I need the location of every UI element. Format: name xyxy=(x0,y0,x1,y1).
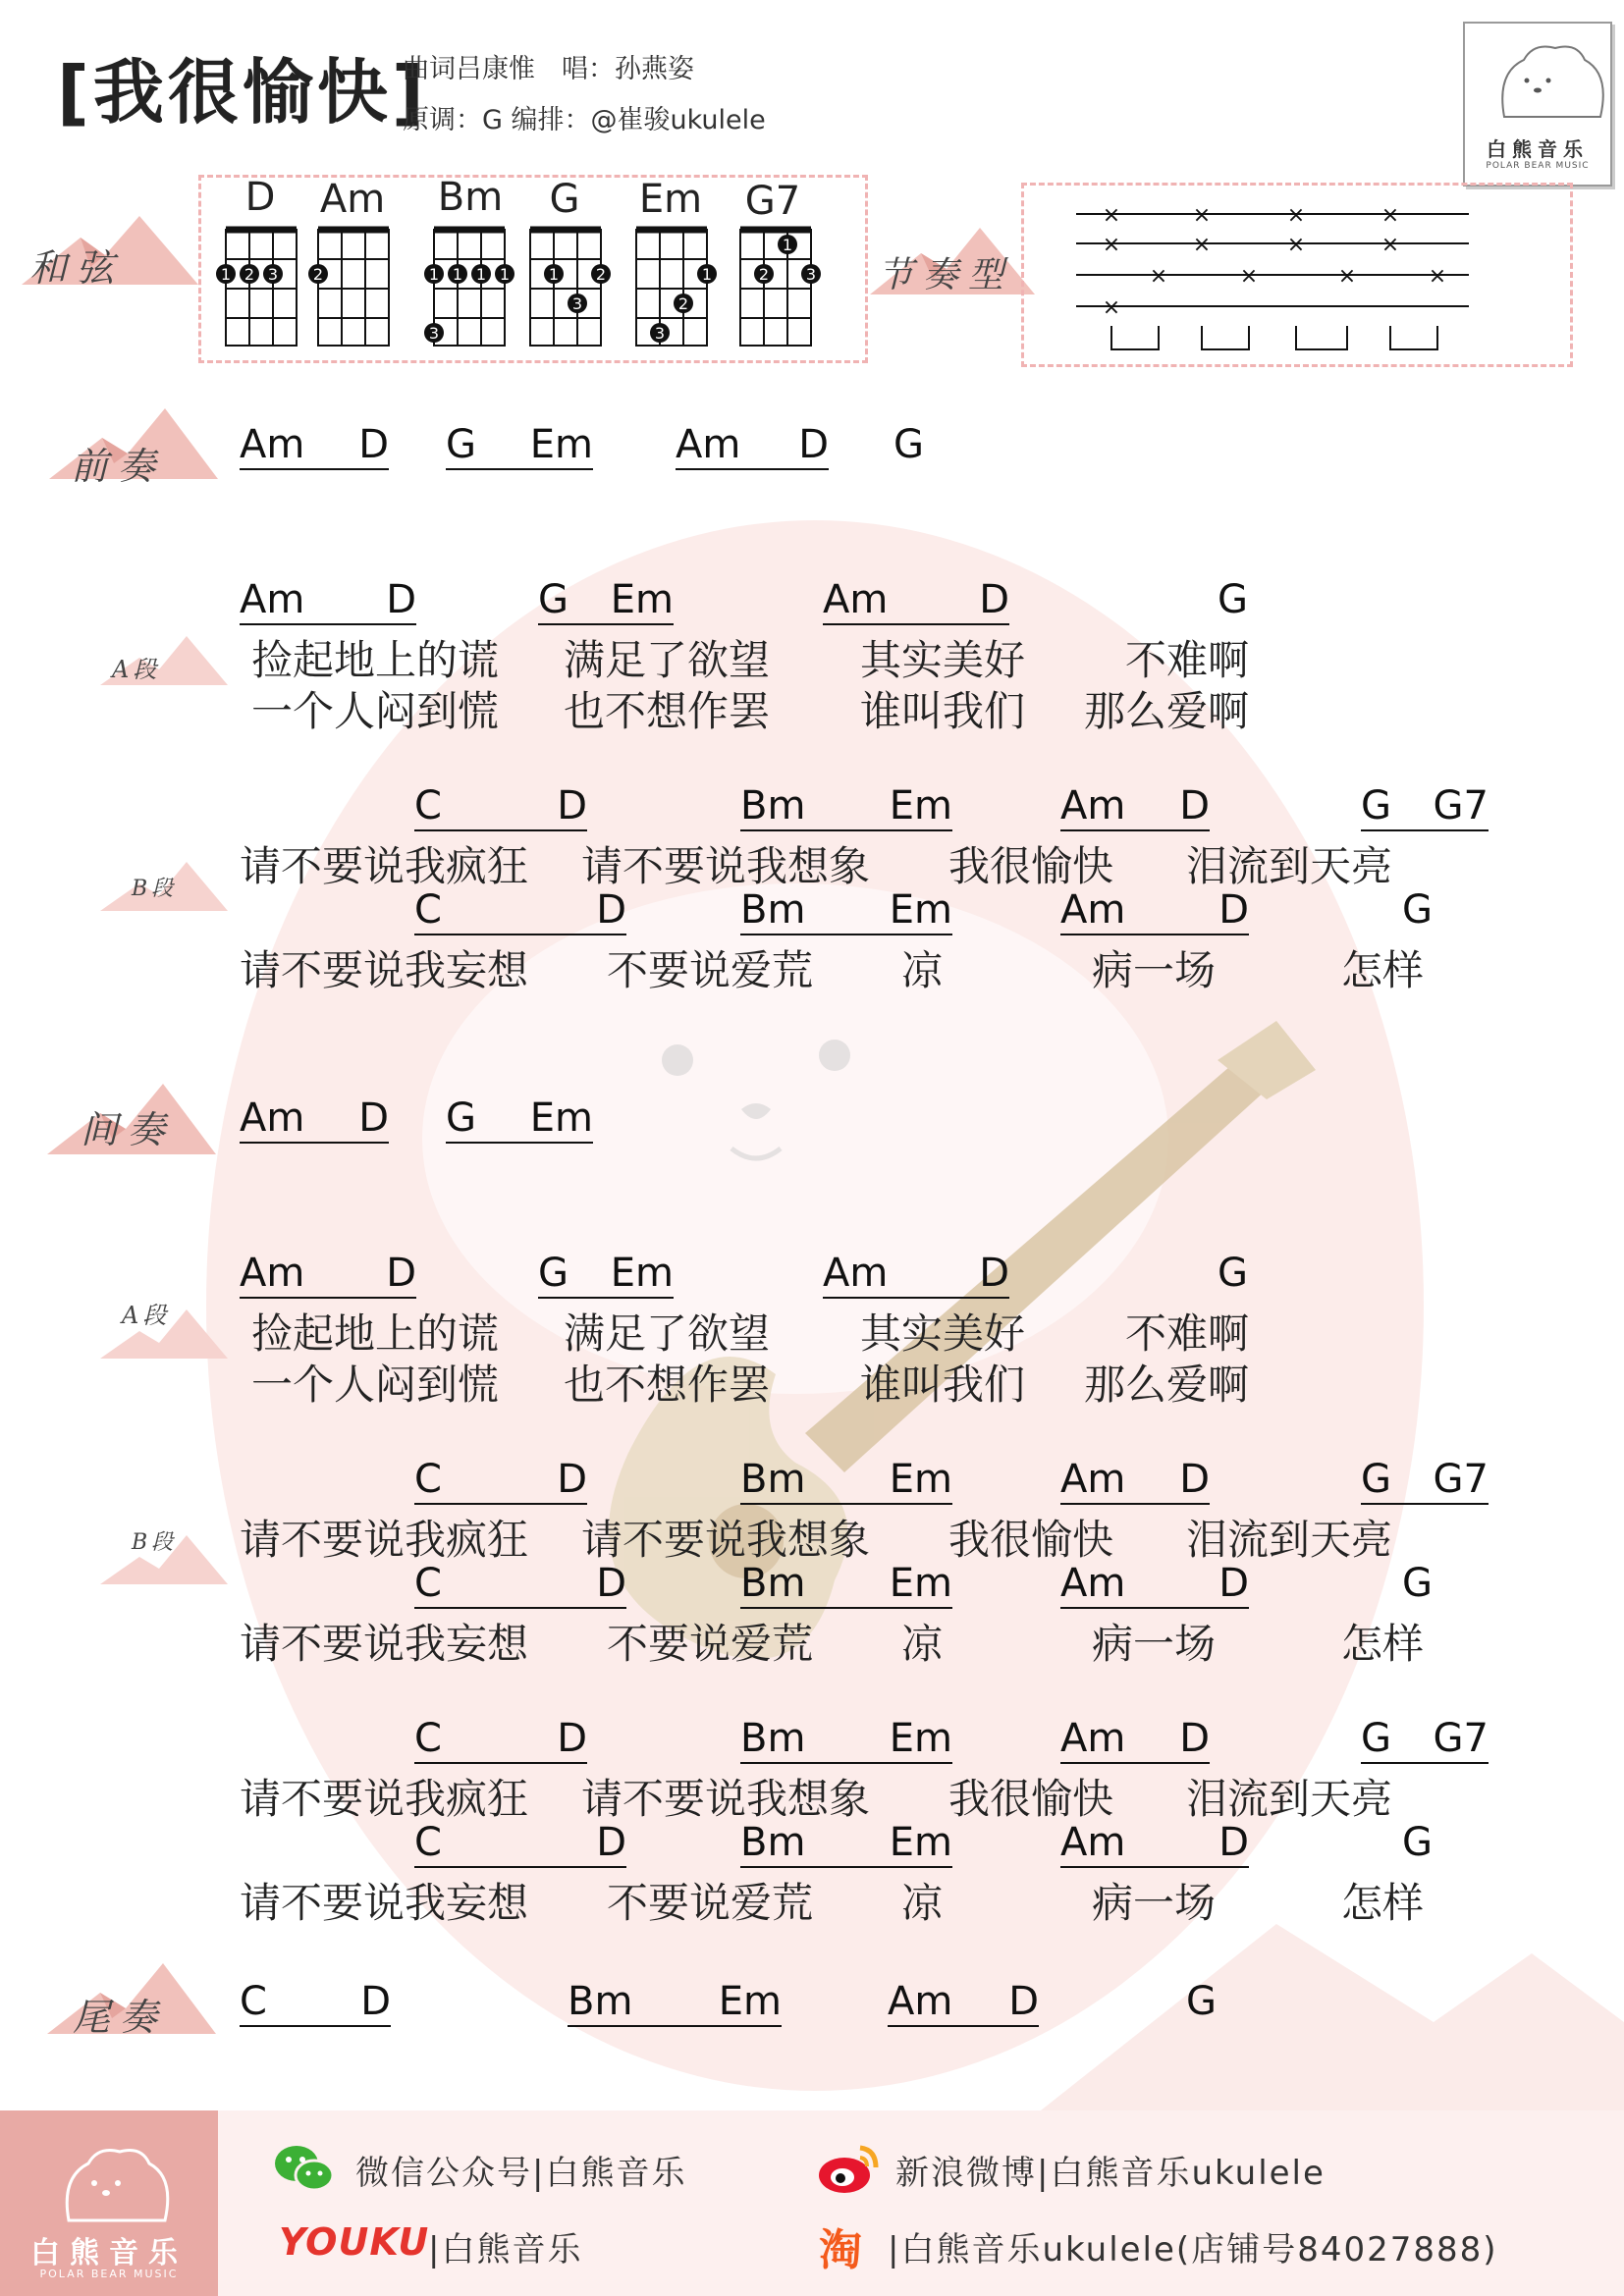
polar-bear-icon xyxy=(1465,24,1610,132)
chord: Am D xyxy=(676,422,829,470)
svg-text:×: × xyxy=(1192,233,1212,257)
lyric: 凉 xyxy=(901,946,944,994)
chord-name-D: D xyxy=(244,175,276,220)
chord: Bm Em xyxy=(740,1561,952,1609)
svg-text:1: 1 xyxy=(220,265,232,284)
section-tag-intro: 前奏 xyxy=(41,402,238,491)
lyric: 怎样 xyxy=(1341,946,1425,994)
svg-text:3: 3 xyxy=(571,294,583,313)
lyric: 捡起地上的谎 xyxy=(251,636,500,684)
svg-text:×: × xyxy=(1102,295,1121,320)
svg-text:3: 3 xyxy=(428,324,440,343)
svg-text:3: 3 xyxy=(805,265,817,284)
lyric: 满足了欲望 xyxy=(564,636,771,684)
lyric: 凉 xyxy=(901,1879,944,1927)
lyric: 谁叫我们 xyxy=(860,1361,1026,1409)
chord-name-G7: G7 xyxy=(744,179,801,224)
lyric: 请不要说我妄想 xyxy=(240,1620,529,1668)
chord: G xyxy=(1186,1979,1217,2024)
lyric: 请不要说我想象 xyxy=(581,1775,871,1823)
lyric: 请不要说我妄想 xyxy=(240,1879,529,1927)
chord-name-Am: Am xyxy=(319,177,386,222)
svg-text:3: 3 xyxy=(267,265,279,284)
lyric: 病一场 xyxy=(1092,1879,1217,1927)
svg-text:×: × xyxy=(1192,203,1212,228)
chord: G xyxy=(1218,577,1248,622)
footer-logo-cn: 白熊音乐 xyxy=(30,2236,188,2270)
svg-text:1: 1 xyxy=(548,265,560,284)
taobao-shop[interactable]: |白熊音乐ukulele(店铺号84027888) xyxy=(888,2230,1498,2269)
lyric: 泪流到天亮 xyxy=(1186,1775,1393,1823)
chord: Am D xyxy=(1060,783,1210,831)
svg-text:2: 2 xyxy=(595,265,607,284)
chord: Bm Em xyxy=(740,887,952,935)
chord-diagrams xyxy=(198,175,862,357)
lyric: 不要说爱荒 xyxy=(607,946,814,994)
svg-text:×: × xyxy=(1286,203,1306,228)
svg-text:×: × xyxy=(1102,233,1121,257)
chord: Am D xyxy=(1060,1457,1210,1505)
svg-text:1: 1 xyxy=(452,265,463,284)
chord: C D xyxy=(414,1716,587,1764)
lyric: 不要说爱荒 xyxy=(607,1620,814,1668)
lyric: 那么爱啊 xyxy=(1084,687,1250,735)
chord: C D xyxy=(414,1457,587,1505)
polar-bear-icon xyxy=(0,2110,218,2228)
section-tag-outro: 尾奏 xyxy=(39,1957,236,2046)
youku-account[interactable]: |白熊音乐 xyxy=(428,2230,583,2269)
chord: C D xyxy=(240,1979,391,2027)
chord: Am D xyxy=(1060,887,1249,935)
credits: 曲词吕康惟 唱：孙燕姿 xyxy=(403,54,694,84)
taobao-icon: 淘 xyxy=(819,2225,862,2275)
weibo-icon xyxy=(817,2140,882,2197)
chord: Am D xyxy=(1060,1561,1249,1609)
chord: G xyxy=(1218,1251,1248,1296)
section-tag-chords: 和弦 xyxy=(12,208,208,296)
svg-text:2: 2 xyxy=(244,265,255,284)
chord: C D xyxy=(414,887,626,935)
lyric: 请不要说我想象 xyxy=(581,842,871,890)
section-tag-verse-a-2: A段 xyxy=(61,1280,257,1368)
svg-text:1: 1 xyxy=(475,265,487,284)
lyric: 谁叫我们 xyxy=(860,687,1026,735)
chord: C D xyxy=(414,783,587,831)
chord: Am D xyxy=(240,1095,389,1144)
svg-text:1: 1 xyxy=(701,265,713,284)
weibo-account[interactable]: 新浪微博|白熊音乐ukulele xyxy=(895,2154,1326,2193)
svg-text:×: × xyxy=(1380,203,1400,228)
chord: Am D xyxy=(240,1251,416,1299)
chord: C D xyxy=(414,1820,626,1868)
chord: Bm Em xyxy=(568,1979,782,2027)
svg-text:×: × xyxy=(1380,233,1400,257)
chord: G Em xyxy=(538,577,674,625)
chord: Am D xyxy=(1060,1716,1210,1764)
chord: Bm Em xyxy=(740,1457,952,1505)
youku-logo: YOUKU xyxy=(279,2220,430,2264)
chord: Bm Em xyxy=(740,1716,952,1764)
svg-text:2: 2 xyxy=(677,294,689,313)
logo-en: POLAR BEAR MUSIC xyxy=(1486,161,1590,171)
lyric: 请不要说我妄想 xyxy=(240,946,529,994)
section-tag-rhythm: 节奏型 xyxy=(862,218,1058,306)
lyric: 不难啊 xyxy=(1125,1309,1250,1358)
logo-cn: 白熊音乐 xyxy=(1487,137,1589,161)
lyric: 请不要说我想象 xyxy=(581,1516,871,1564)
lyric: 我很愉快 xyxy=(948,842,1114,890)
svg-text:1: 1 xyxy=(428,265,440,284)
chord: G G7 xyxy=(1361,783,1489,831)
lyric: 请不要说我疯狂 xyxy=(240,1775,529,1823)
lyric: 我很愉快 xyxy=(948,1775,1114,1823)
svg-text:3: 3 xyxy=(654,324,666,343)
lyric: 那么爱啊 xyxy=(1084,1361,1250,1409)
svg-text:1: 1 xyxy=(782,236,793,254)
lyric: 凉 xyxy=(901,1620,944,1668)
chord-name-Bm: Bm xyxy=(437,175,504,220)
chord: Bm Em xyxy=(740,783,952,831)
lyric: 怎样 xyxy=(1341,1620,1425,1668)
chord: G Em xyxy=(446,1095,593,1144)
lyric: 病一场 xyxy=(1092,946,1217,994)
footer-logo-en: POLAR BEAR MUSIC xyxy=(39,2268,179,2280)
lyric: 捡起地上的谎 xyxy=(251,1309,500,1358)
lyric: 满足了欲望 xyxy=(564,1309,771,1358)
lyric: 其实美好 xyxy=(860,1309,1026,1358)
svg-text:2: 2 xyxy=(758,265,770,284)
lyric: 一个人闷到慌 xyxy=(251,687,500,735)
lyric: 请不要说我疯狂 xyxy=(240,842,529,890)
chord: G xyxy=(1402,1561,1433,1606)
svg-text:×: × xyxy=(1149,264,1168,289)
svg-text:×: × xyxy=(1239,264,1259,289)
lyric: 其实美好 xyxy=(860,636,1026,684)
brand-logo xyxy=(1463,22,1612,187)
chord: Am D xyxy=(888,1979,1039,2027)
chord: Am D xyxy=(240,422,389,470)
section-tag-verse-b-2: B段 xyxy=(61,1506,257,1594)
chord: Am D xyxy=(1060,1820,1249,1868)
lyric: 泪流到天亮 xyxy=(1186,1516,1393,1564)
lyric: 病一场 xyxy=(1092,1620,1217,1668)
lyric: 泪流到天亮 xyxy=(1186,842,1393,890)
lyric: 不难啊 xyxy=(1125,636,1250,684)
svg-text:×: × xyxy=(1428,264,1447,289)
song-title: [我很愉快] xyxy=(57,51,428,133)
lyric: 请不要说我疯狂 xyxy=(240,1516,529,1564)
lyric: 也不想作罢 xyxy=(564,687,771,735)
lyric: 怎样 xyxy=(1341,1879,1425,1927)
chord: Am D xyxy=(823,1251,1009,1299)
section-tag-verse-a: A段 xyxy=(61,607,257,695)
chord: Bm Em xyxy=(740,1820,952,1868)
svg-text:1: 1 xyxy=(499,265,511,284)
chord: G Em xyxy=(446,422,593,470)
wechat-icon xyxy=(273,2142,336,2195)
svg-text:×: × xyxy=(1286,233,1306,257)
chord: Am D xyxy=(823,577,1009,625)
wechat-account[interactable]: 微信公众号|白熊音乐 xyxy=(355,2154,687,2193)
lyric: 我很愉快 xyxy=(948,1516,1114,1564)
chord-name-Em: Em xyxy=(638,177,703,222)
lyric: 也不想作罢 xyxy=(564,1361,771,1409)
chord: G G7 xyxy=(1361,1716,1489,1764)
chord: G G7 xyxy=(1361,1457,1489,1505)
section-tag-verse-b: B段 xyxy=(61,832,257,921)
svg-text:×: × xyxy=(1102,203,1121,228)
svg-text:×: × xyxy=(1337,264,1357,289)
chord: G xyxy=(1402,1820,1433,1865)
svg-text:2: 2 xyxy=(312,265,324,284)
footer-logo xyxy=(0,2110,218,2296)
rhythm-pattern xyxy=(1021,183,1567,361)
chord: C D xyxy=(414,1561,626,1609)
key-arranger: 原调：G 编排：@崔骏ukulele xyxy=(403,105,766,135)
chord-name-G: G xyxy=(549,177,580,222)
lyric: 一个人闷到慌 xyxy=(251,1361,500,1409)
chord: G Em xyxy=(538,1251,674,1299)
section-tag-interlude: 间奏 xyxy=(39,1078,236,1166)
chord: G xyxy=(893,422,924,467)
chord: G xyxy=(1402,887,1433,933)
chord-grids xyxy=(198,175,862,357)
chord: Am D xyxy=(240,577,416,625)
lyric: 不要说爱荒 xyxy=(607,1879,814,1927)
